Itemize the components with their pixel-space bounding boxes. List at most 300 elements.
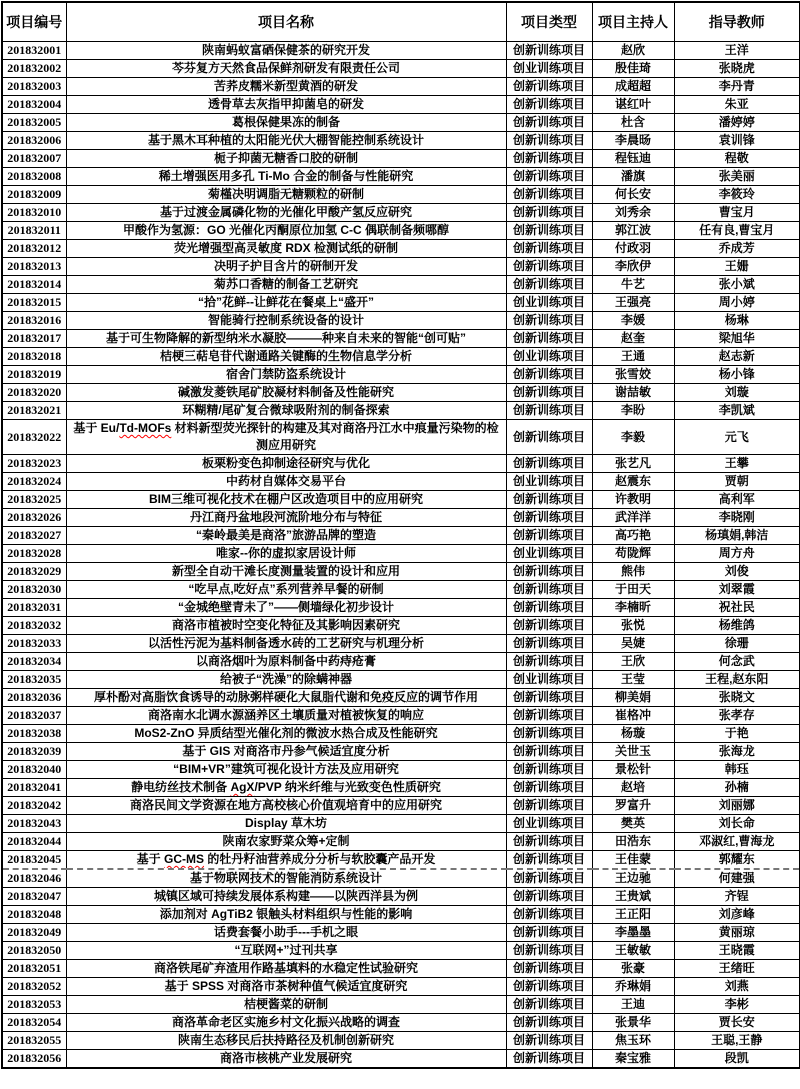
project-id-cell: 201832029 (2, 563, 66, 581)
project-type-cell: 创新训练项目 (506, 743, 592, 761)
table-row (2, 348, 800, 366)
table-row (2, 653, 800, 671)
project-name-cell: 陕南蚂蚁富硒保健茶的研究开发 (66, 42, 506, 60)
table-row (2, 455, 800, 473)
table-row (2, 725, 800, 743)
project-name-cell: 商洛铁尾矿弃渣用作路基填料的水稳定性试验研究 (66, 960, 506, 978)
project-type-cell: 创新训练项目 (506, 366, 592, 384)
advisor-cell: 张海龙 (674, 743, 800, 761)
advisor-cell: 刘长命 (674, 815, 800, 833)
project-type-cell: 创新训练项目 (506, 42, 592, 60)
project-name-cell: 基于 GC-MS 的牡丹籽油营养成分分析与软胶囊产品开发 (66, 851, 506, 870)
project-leader-cell: 李晨旸 (592, 132, 674, 150)
project-type-cell: 创新训练项目 (506, 276, 592, 294)
project-name-cell: 菊苏口香糖的制备工艺研究 (66, 276, 506, 294)
project-leader-cell: 李毅 (592, 420, 674, 455)
table-row (2, 978, 800, 996)
project-id-cell: 201832026 (2, 509, 66, 527)
project-id-cell: 201832055 (2, 1032, 66, 1050)
table-row (2, 815, 800, 833)
advisor-cell: 齐锃 (674, 888, 800, 906)
table-row (2, 743, 800, 761)
project-name-cell: 商洛南水北调水源涵养区土壤质量对植被恢复的响应 (66, 707, 506, 725)
table-row (2, 491, 800, 509)
project-name-cell: 厚朴酚对高脂饮食诱导的动脉粥样硬化大鼠脂代谢和免疫反应的调节作用 (66, 689, 506, 707)
table-row (2, 761, 800, 779)
project-name-cell: 菊槿决明调脂无糖颗粒的研制 (66, 186, 506, 204)
table-row (2, 509, 800, 527)
project-id-cell: 201832005 (2, 114, 66, 132)
project-id-cell: 201832046 (2, 869, 66, 888)
project-type-cell: 创新训练项目 (506, 942, 592, 960)
advisor-cell: 王绪旺 (674, 960, 800, 978)
project-leader-cell: 王欣 (592, 653, 674, 671)
advisor-cell: 曹宝月 (674, 204, 800, 222)
project-leader-cell: 王贵斌 (592, 888, 674, 906)
project-leader-cell: 焦玉环 (592, 1032, 674, 1050)
project-name-cell: 稀土增强医用多孔 Ti-Mo 合金的制备与性能研究 (66, 168, 506, 186)
table-row (2, 150, 800, 168)
project-name-cell: 商洛市核桃产业发展研究 (66, 1050, 506, 1069)
project-type-cell: 创新训练项目 (506, 420, 592, 455)
project-type-cell: 创新训练项目 (506, 1014, 592, 1032)
project-id-cell: 201832010 (2, 204, 66, 222)
project-id-cell: 201832006 (2, 132, 66, 150)
project-name-cell: 以活性污泥为基料制备透水砖的工艺研究与机理分析 (66, 635, 506, 653)
project-leader-cell: 武洋洋 (592, 509, 674, 527)
project-leader-cell: 景松针 (592, 761, 674, 779)
table-row (2, 851, 800, 870)
project-leader-cell: 田浩东 (592, 833, 674, 851)
table-row (2, 671, 800, 689)
project-type-cell: 创业训练项目 (506, 473, 592, 491)
advisor-cell: 贾朝 (674, 473, 800, 491)
project-id-cell: 201832031 (2, 599, 66, 617)
project-leader-cell: 崔格冲 (592, 707, 674, 725)
project-leader-cell: 成超超 (592, 78, 674, 96)
advisor-cell: 贾长安 (674, 1014, 800, 1032)
spellcheck-squiggle: Td-MOFs (119, 421, 172, 435)
project-type-cell: 创新训练项目 (506, 869, 592, 888)
project-leader-cell: 牛艺 (592, 276, 674, 294)
project-id-cell: 201832001 (2, 42, 66, 60)
project-name-cell: 环糊精/尾矿复合微球吸附剂的制备探索 (66, 402, 506, 420)
advisor-cell: 杨维鸽 (674, 617, 800, 635)
project-type-cell: 创新训练项目 (506, 168, 592, 186)
project-id-cell: 201832038 (2, 725, 66, 743)
advisor-cell: 王姗 (674, 258, 800, 276)
advisor-cell: 王攀 (674, 455, 800, 473)
project-type-cell: 创新训练项目 (506, 797, 592, 815)
project-leader-cell: 张艺凡 (592, 455, 674, 473)
project-id-cell: 201832028 (2, 545, 66, 563)
project-leader-cell: 樊英 (592, 815, 674, 833)
project-type-cell: 创新训练项目 (506, 150, 592, 168)
table-row (2, 906, 800, 924)
table-row (2, 960, 800, 978)
table-row (2, 617, 800, 635)
table-row (2, 60, 800, 78)
project-id-cell: 201832053 (2, 996, 66, 1014)
table-row (2, 132, 800, 150)
project-id-cell: 201832022 (2, 420, 66, 455)
project-type-cell: 创新训练项目 (506, 635, 592, 653)
project-type-cell: 创新训练项目 (506, 509, 592, 527)
table-row (2, 1032, 800, 1050)
project-id-cell: 201832036 (2, 689, 66, 707)
project-type-cell: 创业训练项目 (506, 671, 592, 689)
project-id-cell: 201832034 (2, 653, 66, 671)
project-id-cell: 201832044 (2, 833, 66, 851)
project-name-cell: MoS2-ZnO 异质结型光催化剂的微波水热合成及性能研究 (66, 725, 506, 743)
table-row (2, 42, 800, 60)
project-type-cell: 创新训练项目 (506, 906, 592, 924)
project-leader-cell: 殷佳琦 (592, 60, 674, 78)
project-id-cell: 201832017 (2, 330, 66, 348)
advisor-cell: 乔成芳 (674, 240, 800, 258)
project-id-cell: 201832035 (2, 671, 66, 689)
table-row (2, 942, 800, 960)
project-id-cell: 201832008 (2, 168, 66, 186)
advisor-cell: 张美丽 (674, 168, 800, 186)
advisor-cell: 刘璇 (674, 384, 800, 402)
project-id-cell: 201832023 (2, 455, 66, 473)
project-name-cell: 栀子抑菌无糖香口胶的研制 (66, 150, 506, 168)
table-row (2, 924, 800, 942)
table-row (2, 545, 800, 563)
project-type-cell: 创新训练项目 (506, 132, 592, 150)
advisor-cell: 朱亚 (674, 96, 800, 114)
table-row (2, 996, 800, 1014)
header-row (2, 2, 800, 42)
table-row (2, 258, 800, 276)
project-leader-cell: 赵震东 (592, 473, 674, 491)
project-id-cell: 201832032 (2, 617, 66, 635)
project-name-cell: 陕南生态移民后扶持路径及机制创新研究 (66, 1032, 506, 1050)
advisor-cell: 刘翠霞 (674, 581, 800, 599)
project-name-cell: “拾”花鲜--让鲜花在餐桌上“盛开” (66, 294, 506, 312)
project-leader-cell: 李楠昕 (592, 599, 674, 617)
advisor-cell: 邓淑红,曹海龙 (674, 833, 800, 851)
table-row (2, 779, 800, 797)
project-name-cell: 决明子护目含片的研制开发 (66, 258, 506, 276)
table-row (2, 1050, 800, 1069)
project-leader-cell: 赵培 (592, 779, 674, 797)
project-leader-cell: 杜含 (592, 114, 674, 132)
project-name-cell: 话费套餐小助手---手机之眼 (66, 924, 506, 942)
project-type-cell: 创业训练项目 (506, 294, 592, 312)
project-leader-cell: 王通 (592, 348, 674, 366)
project-type-cell: 创新训练项目 (506, 222, 592, 240)
project-name-cell: 碱激发菱铁尾矿胶凝材料制备及性能研究 (66, 384, 506, 402)
table-row (2, 168, 800, 186)
advisor-cell: 王程,赵东阳 (674, 671, 800, 689)
table-row (2, 312, 800, 330)
project-id-cell: 201832015 (2, 294, 66, 312)
table-row (2, 330, 800, 348)
project-leader-cell: 罗富升 (592, 797, 674, 815)
project-id-cell: 201832007 (2, 150, 66, 168)
advisor-cell: 郭耀东 (674, 851, 800, 870)
project-id-cell: 201832018 (2, 348, 66, 366)
table-row (2, 78, 800, 96)
advisor-cell: 王洋 (674, 42, 800, 60)
advisor-cell: 梁旭华 (674, 330, 800, 348)
advisor-cell: 孙楠 (674, 779, 800, 797)
project-leader-cell: 何长安 (592, 186, 674, 204)
project-name-cell: 新型全自动干滩长度测量装置的设计和应用 (66, 563, 506, 581)
advisor-cell: 李彬 (674, 996, 800, 1014)
table-row (2, 797, 800, 815)
table-row (2, 240, 800, 258)
project-type-cell: 创新训练项目 (506, 114, 592, 132)
project-leader-cell: 杨璇 (592, 725, 674, 743)
project-type-cell: 创新训练项目 (506, 1032, 592, 1050)
project-leader-cell: 张豪 (592, 960, 674, 978)
project-name-cell: 基于 SPSS 对商洛市茶树种值气候适宜度研究 (66, 978, 506, 996)
project-name-cell: 静电纺丝技术制备 AgX/PVP 纳米纤维与光致变色性质研究 (66, 779, 506, 797)
project-type-cell: 创新训练项目 (506, 258, 592, 276)
project-type-cell: 创新训练项目 (506, 240, 592, 258)
project-leader-cell: 李媛 (592, 312, 674, 330)
project-leader-cell: 付政羽 (592, 240, 674, 258)
project-type-cell: 创新训练项目 (506, 78, 592, 96)
project-leader-cell: 刘秀余 (592, 204, 674, 222)
project-leader-cell: 王迪 (592, 996, 674, 1014)
advisor-cell: 刘俊 (674, 563, 800, 581)
advisor-cell: 刘燕 (674, 978, 800, 996)
advisor-cell: 王聪,王静 (674, 1032, 800, 1050)
table-row (2, 888, 800, 906)
project-id-cell: 201832051 (2, 960, 66, 978)
header-project-name: 项目名称 (66, 2, 506, 42)
table-row (2, 222, 800, 240)
project-name-cell: 给被子“洗澡”的除螨神器 (66, 671, 506, 689)
project-name-cell: Display 草木坊 (66, 815, 506, 833)
project-type-cell: 创新训练项目 (506, 96, 592, 114)
project-type-cell: 创新训练项目 (506, 924, 592, 942)
project-name-cell: 基于可生物降解的新型纳米水凝胶———种来自未来的智能“创可贴” (66, 330, 506, 348)
table-row (2, 204, 800, 222)
project-leader-cell: 张雪姣 (592, 366, 674, 384)
project-leader-cell: 柳美娟 (592, 689, 674, 707)
project-id-cell: 201832047 (2, 888, 66, 906)
spellcheck-squiggle: GC-MS (164, 852, 204, 866)
project-id-cell: 201832019 (2, 366, 66, 384)
advisor-cell: 徐珊 (674, 635, 800, 653)
advisor-cell: 潘婷婷 (674, 114, 800, 132)
project-type-cell: 创业训练项目 (506, 815, 592, 833)
project-leader-cell: 王正阳 (592, 906, 674, 924)
project-id-cell: 201832056 (2, 1050, 66, 1069)
project-id-cell: 201832042 (2, 797, 66, 815)
project-id-cell: 201832016 (2, 312, 66, 330)
project-type-cell: 创业训练项目 (506, 60, 592, 78)
project-leader-cell: 潘旗 (592, 168, 674, 186)
project-type-cell: 创业训练项目 (506, 545, 592, 563)
project-name-cell: 荧光增强型高灵敏度 RDX 检测试纸的研制 (66, 240, 506, 258)
advisor-cell: 任有良,曹宝月 (674, 222, 800, 240)
project-id-cell: 201832030 (2, 581, 66, 599)
header-advisor: 指导教师 (674, 2, 800, 42)
project-leader-cell: 谢喆敏 (592, 384, 674, 402)
table-row (2, 707, 800, 725)
advisor-cell: 刘丽娜 (674, 797, 800, 815)
project-type-cell: 创新训练项目 (506, 527, 592, 545)
project-id-cell: 201832050 (2, 942, 66, 960)
project-leader-cell: 熊伟 (592, 563, 674, 581)
project-type-cell: 创新训练项目 (506, 563, 592, 581)
project-leader-cell: 程钰迪 (592, 150, 674, 168)
header-project-type: 项目类型 (506, 2, 592, 42)
advisor-cell: 王晓霞 (674, 942, 800, 960)
table-row (2, 366, 800, 384)
project-name-cell: 智能骑行控制系统设备的设计 (66, 312, 506, 330)
advisor-cell: 何念武 (674, 653, 800, 671)
project-leader-cell: 赵奎 (592, 330, 674, 348)
project-name-cell: 商洛民间文学资源在地方高校核心价值观培育中的应用研究 (66, 797, 506, 815)
advisor-cell: 程敬 (674, 150, 800, 168)
project-name-cell: 商洛革命老区实施乡村文化振兴战略的调查 (66, 1014, 506, 1032)
advisor-cell: 高利军 (674, 491, 800, 509)
project-leader-cell: 王佳蒙 (592, 851, 674, 870)
project-id-cell: 201832041 (2, 779, 66, 797)
advisor-cell: 周方舟 (674, 545, 800, 563)
advisor-cell: 杨琳 (674, 312, 800, 330)
project-leader-cell: 秦宝雅 (592, 1050, 674, 1069)
table-body (2, 42, 800, 1069)
project-name-cell: 以商洛烟叶为原料制备中药痔疮膏 (66, 653, 506, 671)
table-row (2, 294, 800, 312)
project-id-cell: 201832037 (2, 707, 66, 725)
project-leader-cell: 吴婕 (592, 635, 674, 653)
project-type-cell: 创新训练项目 (506, 725, 592, 743)
project-type-cell: 创新训练项目 (506, 996, 592, 1014)
project-name-cell: 苦荞皮糯米新型黄酒的研发 (66, 78, 506, 96)
project-id-cell: 201832033 (2, 635, 66, 653)
project-leader-cell: 李盼 (592, 402, 674, 420)
table-row (2, 114, 800, 132)
project-leader-cell: 赵欣 (592, 42, 674, 60)
project-type-cell: 创新训练项目 (506, 312, 592, 330)
project-name-cell: 唯家--你的虚拟家居设计师 (66, 545, 506, 563)
project-type-cell: 创新训练项目 (506, 888, 592, 906)
advisor-cell: 韩珏 (674, 761, 800, 779)
project-leader-cell: 关世玉 (592, 743, 674, 761)
table-row (2, 384, 800, 402)
advisor-cell: 刘彦峰 (674, 906, 800, 924)
project-leader-cell: 高巧艳 (592, 527, 674, 545)
project-id-cell: 201832049 (2, 924, 66, 942)
project-leader-cell: 乔琳娟 (592, 978, 674, 996)
project-type-cell: 创新训练项目 (506, 204, 592, 222)
table-row (2, 473, 800, 491)
project-leader-cell: 王敏敏 (592, 942, 674, 960)
project-id-cell: 201832002 (2, 60, 66, 78)
project-leader-cell: 李墨墨 (592, 924, 674, 942)
project-leader-cell: 郭江波 (592, 222, 674, 240)
advisor-cell: 袁训锋 (674, 132, 800, 150)
advisor-cell: 于艳 (674, 725, 800, 743)
project-id-cell: 201832011 (2, 222, 66, 240)
advisor-cell: 黄丽琼 (674, 924, 800, 942)
project-type-cell: 创新训练项目 (506, 186, 592, 204)
project-type-cell: 创新训练项目 (506, 455, 592, 473)
project-id-cell: 201832054 (2, 1014, 66, 1032)
project-name-cell: 陕南农家野菜众筹+定制 (66, 833, 506, 851)
advisor-cell: 李丹青 (674, 78, 800, 96)
advisor-cell: 元飞 (674, 420, 800, 455)
advisor-cell: 何建强 (674, 869, 800, 888)
project-type-cell: 创业训练项目 (506, 348, 592, 366)
spellcheck-squiggle: AgX (230, 780, 255, 794)
project-name-cell: 桔梗三萜皂苷代谢通路关键酶的生物信息学分析 (66, 348, 506, 366)
project-id-cell: 201832004 (2, 96, 66, 114)
project-id-cell: 201832009 (2, 186, 66, 204)
table-row (2, 599, 800, 617)
project-id-cell: 201832024 (2, 473, 66, 491)
project-name-cell: 桔梗酱菜的研制 (66, 996, 506, 1014)
advisor-cell: 段凯 (674, 1050, 800, 1069)
advisor-cell: 赵志新 (674, 348, 800, 366)
advisor-cell: 李晓刚 (674, 509, 800, 527)
project-name-cell: 基于过渡金属磷化物的光催化甲酸产氢反应研究 (66, 204, 506, 222)
project-name-cell: 甲酸作为氢源：GO 光催化丙酮原位加氢 C-C 偶联制备频哪醇 (66, 222, 506, 240)
advisor-cell: 张晓虎 (674, 60, 800, 78)
project-leader-cell: 王莹 (592, 671, 674, 689)
project-id-cell: 201832045 (2, 851, 66, 870)
project-leader-cell: 谌红叶 (592, 96, 674, 114)
project-type-cell: 创新训练项目 (506, 491, 592, 509)
project-leader-cell: 张景华 (592, 1014, 674, 1032)
project-type-cell: 创新训练项目 (506, 402, 592, 420)
advisor-cell: 张孝存 (674, 707, 800, 725)
advisor-cell: 祝社民 (674, 599, 800, 617)
project-name-cell: 葛根保健果冻的制备 (66, 114, 506, 132)
project-type-cell: 创新训练项目 (506, 707, 592, 725)
project-name-cell: 添加剂对 AgTiB2 银触头材料组织与性能的影响 (66, 906, 506, 924)
project-id-cell: 201832012 (2, 240, 66, 258)
table-row (2, 402, 800, 420)
project-name-cell: “吃早点,吃好点”系列营养早餐的研制 (66, 581, 506, 599)
table-row (2, 96, 800, 114)
project-type-cell: 创新训练项目 (506, 1050, 592, 1069)
project-id-cell: 201832039 (2, 743, 66, 761)
table-row (2, 527, 800, 545)
project-name-cell: 城镇区域可持续发展体系构建——以陕西洋县为例 (66, 888, 506, 906)
project-leader-cell: 许教明 (592, 491, 674, 509)
project-name-cell: 芩芬复方天然食品保鲜剂研发有限责任公司 (66, 60, 506, 78)
project-id-cell: 201832048 (2, 906, 66, 924)
project-name-cell: BIM三维可视化技术在棚户区改造项目中的应用研究 (66, 491, 506, 509)
table-row (2, 1014, 800, 1032)
project-name-cell: 基于 Eu/Td-MOFs 材料新型荧光探针的构建及其对商洛丹江水中痕量污染物的检测应用研究 (66, 420, 506, 455)
project-type-cell: 创新训练项目 (506, 384, 592, 402)
project-id-cell: 201832052 (2, 978, 66, 996)
advisor-cell: 李筱玲 (674, 186, 800, 204)
project-type-cell: 创新训练项目 (506, 689, 592, 707)
table-row (2, 581, 800, 599)
project-type-cell: 创新训练项目 (506, 581, 592, 599)
project-name-cell: 宿舍门禁防盗系统设计 (66, 366, 506, 384)
project-id-cell: 201832014 (2, 276, 66, 294)
project-type-cell: 创新训练项目 (506, 761, 592, 779)
project-name-cell: “金城绝壁青未了”——侧墙绿化初步设计 (66, 599, 506, 617)
project-type-cell: 创新训练项目 (506, 851, 592, 870)
project-name-cell: “互联网+”过刊共享 (66, 942, 506, 960)
project-type-cell: 创新训练项目 (506, 617, 592, 635)
table-row (2, 420, 800, 455)
